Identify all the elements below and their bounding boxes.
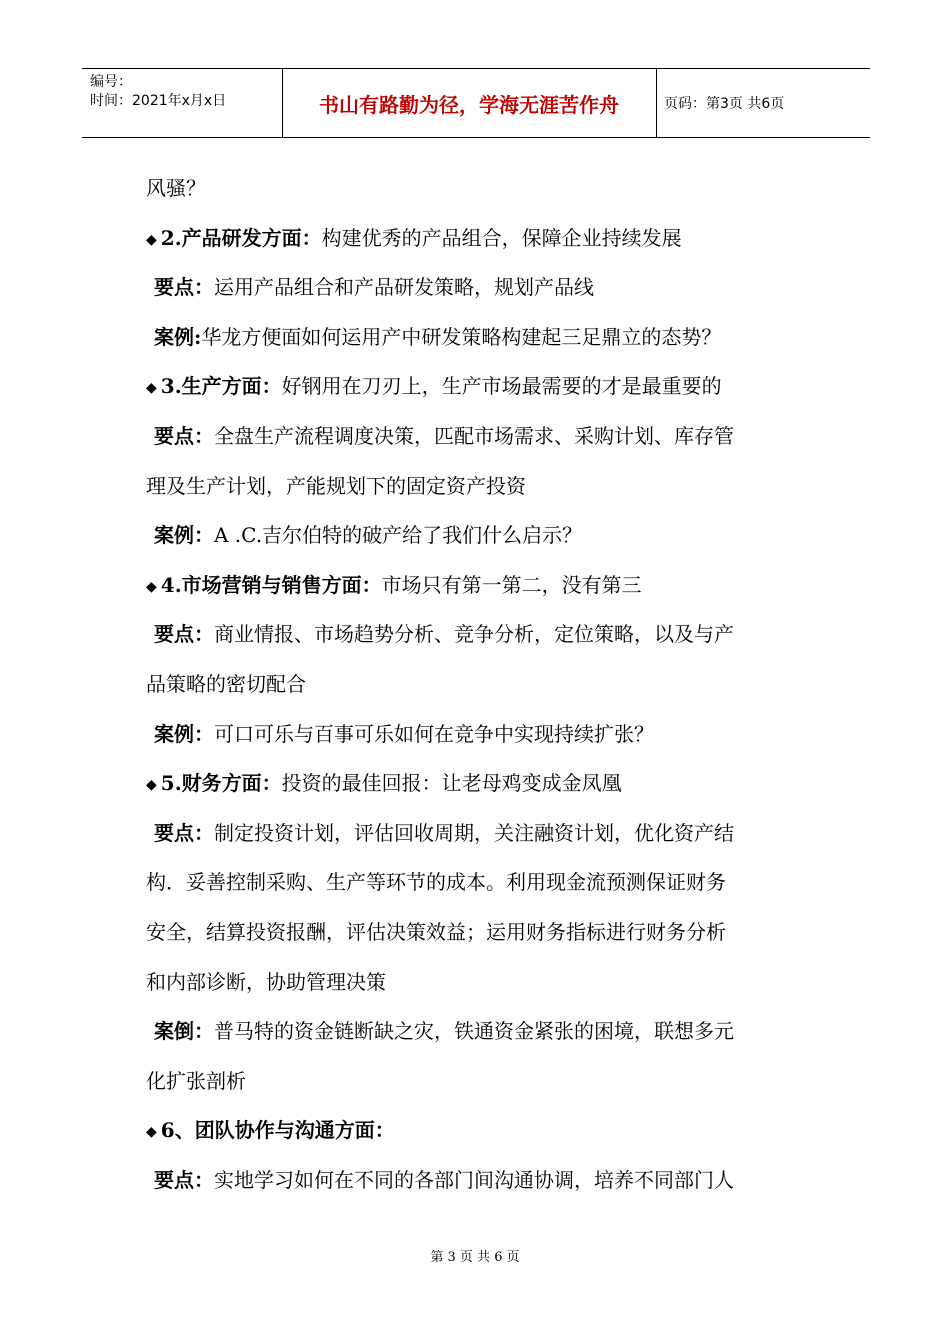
line-text: 运用产品组合和产品研发策略，规划产品线 [214, 275, 594, 300]
text-line [146, 858, 811, 908]
diamond-bullet-icon: ◆ [146, 1124, 157, 1141]
line-text: 品策略的密切配合 [146, 671, 306, 696]
text-line [146, 759, 811, 809]
text-line [146, 511, 811, 561]
line-text: 安全，结算投资报酬，评估决策效益；运用财务指标进行财务分析 [146, 919, 726, 944]
text-line [146, 660, 811, 710]
header-divider [656, 69, 657, 137]
line-heading: 案例： [154, 721, 214, 746]
text-line [146, 214, 811, 264]
line-heading: 3.生产方面： [160, 374, 282, 399]
serial-number-label: 编号： [90, 74, 132, 90]
line-heading: 2.产品研发方面： [160, 225, 322, 250]
line-heading: 要点： [154, 622, 214, 647]
line-text: 制定投资计划，评估回收周期，关注融资计划，优化资产结 [214, 820, 734, 845]
text-line [146, 710, 811, 760]
line-heading: 案例: [154, 324, 202, 349]
line-text: 可口可乐与百事可乐如何在竞争中实现持续扩张？ [214, 721, 654, 746]
text-line [146, 362, 811, 412]
line-text: 全盘生产流程调度决策，匹配市场需求、采购计划、库存管 [214, 423, 734, 448]
date-label: 时间：2021年x月x日 [90, 93, 227, 109]
document-body [146, 164, 811, 1205]
text-line [146, 1007, 811, 1057]
text-line [146, 313, 811, 363]
diamond-bullet-icon: ◆ [146, 578, 157, 595]
line-text: 投资的最佳回报：让老母鸡变成金凤凰 [281, 771, 622, 796]
line-heading: 5.财务方面： [160, 771, 282, 796]
line-text: 实地学习如何在不同的各部门间沟通协调，培养不同部门人 [214, 1167, 734, 1192]
diamond-bullet-icon: ◆ [146, 231, 157, 248]
text-line [146, 561, 811, 611]
header-motto: 书山有路勤为径，学海无涯苦作舟 [319, 92, 619, 117]
line-heading: 要点： [154, 1167, 214, 1192]
line-heading: 要点： [154, 423, 214, 448]
line-text: 市场只有第一第二，没有第三 [381, 572, 642, 597]
text-line [146, 610, 811, 660]
line-heading: 案倒： [154, 1019, 214, 1044]
line-text: 华龙方便面如何运用产中研发策略构建起三足鼎立的态势？ [201, 324, 722, 349]
text-line [146, 263, 811, 313]
line-heading: 6、团队协作与沟通方面： [160, 1118, 395, 1143]
page-footer: 第 3 页 共 6 页 [430, 1250, 520, 1265]
line-text: 普马特的资金链断缺之灾，铁通资金紧张的困境，联想多元 [214, 1019, 734, 1044]
text-line [146, 164, 811, 214]
line-heading: 4.市场营销与销售方面： [160, 572, 382, 597]
text-line [146, 462, 811, 512]
text-line [146, 412, 811, 462]
line-text: 理及生产计划，产能规划下的固定资产投资 [146, 473, 526, 498]
line-text: 风骚？ [146, 176, 206, 200]
diamond-bullet-icon: ◆ [146, 777, 157, 794]
text-line [146, 958, 811, 1008]
text-line [146, 809, 811, 859]
line-text: 和内部诊断，协助管理决策 [146, 969, 386, 994]
line-text: 商业情报、市场趋势分析、竞争分析，定位策略，以及与产 [214, 622, 734, 647]
line-text: A .C.吉尔伯特的破产给了我们什么启示？ [214, 523, 583, 548]
text-line [146, 1106, 811, 1156]
text-line [146, 1156, 811, 1206]
line-heading: 要点： [154, 820, 214, 845]
page-header [82, 68, 870, 138]
line-text: 化扩张剖析 [146, 1068, 246, 1093]
line-text: 构．妥善控制采购、生产等环节的成本。利用现金流预测保证财务 [146, 870, 726, 895]
text-line [146, 908, 811, 958]
line-text: 构建优秀的产品组合，保障企业持续发展 [321, 225, 682, 250]
line-text: 好钢用在刀刃上，生产市场最需要的才是最重要的 [281, 374, 722, 399]
line-heading: 案例： [154, 523, 214, 548]
diamond-bullet-icon: ◆ [146, 380, 157, 397]
text-line [146, 1057, 811, 1107]
header-meta [90, 73, 226, 111]
header-page-number: 页码：第3页 共6页 [664, 96, 785, 112]
line-heading: 要点： [154, 275, 214, 300]
